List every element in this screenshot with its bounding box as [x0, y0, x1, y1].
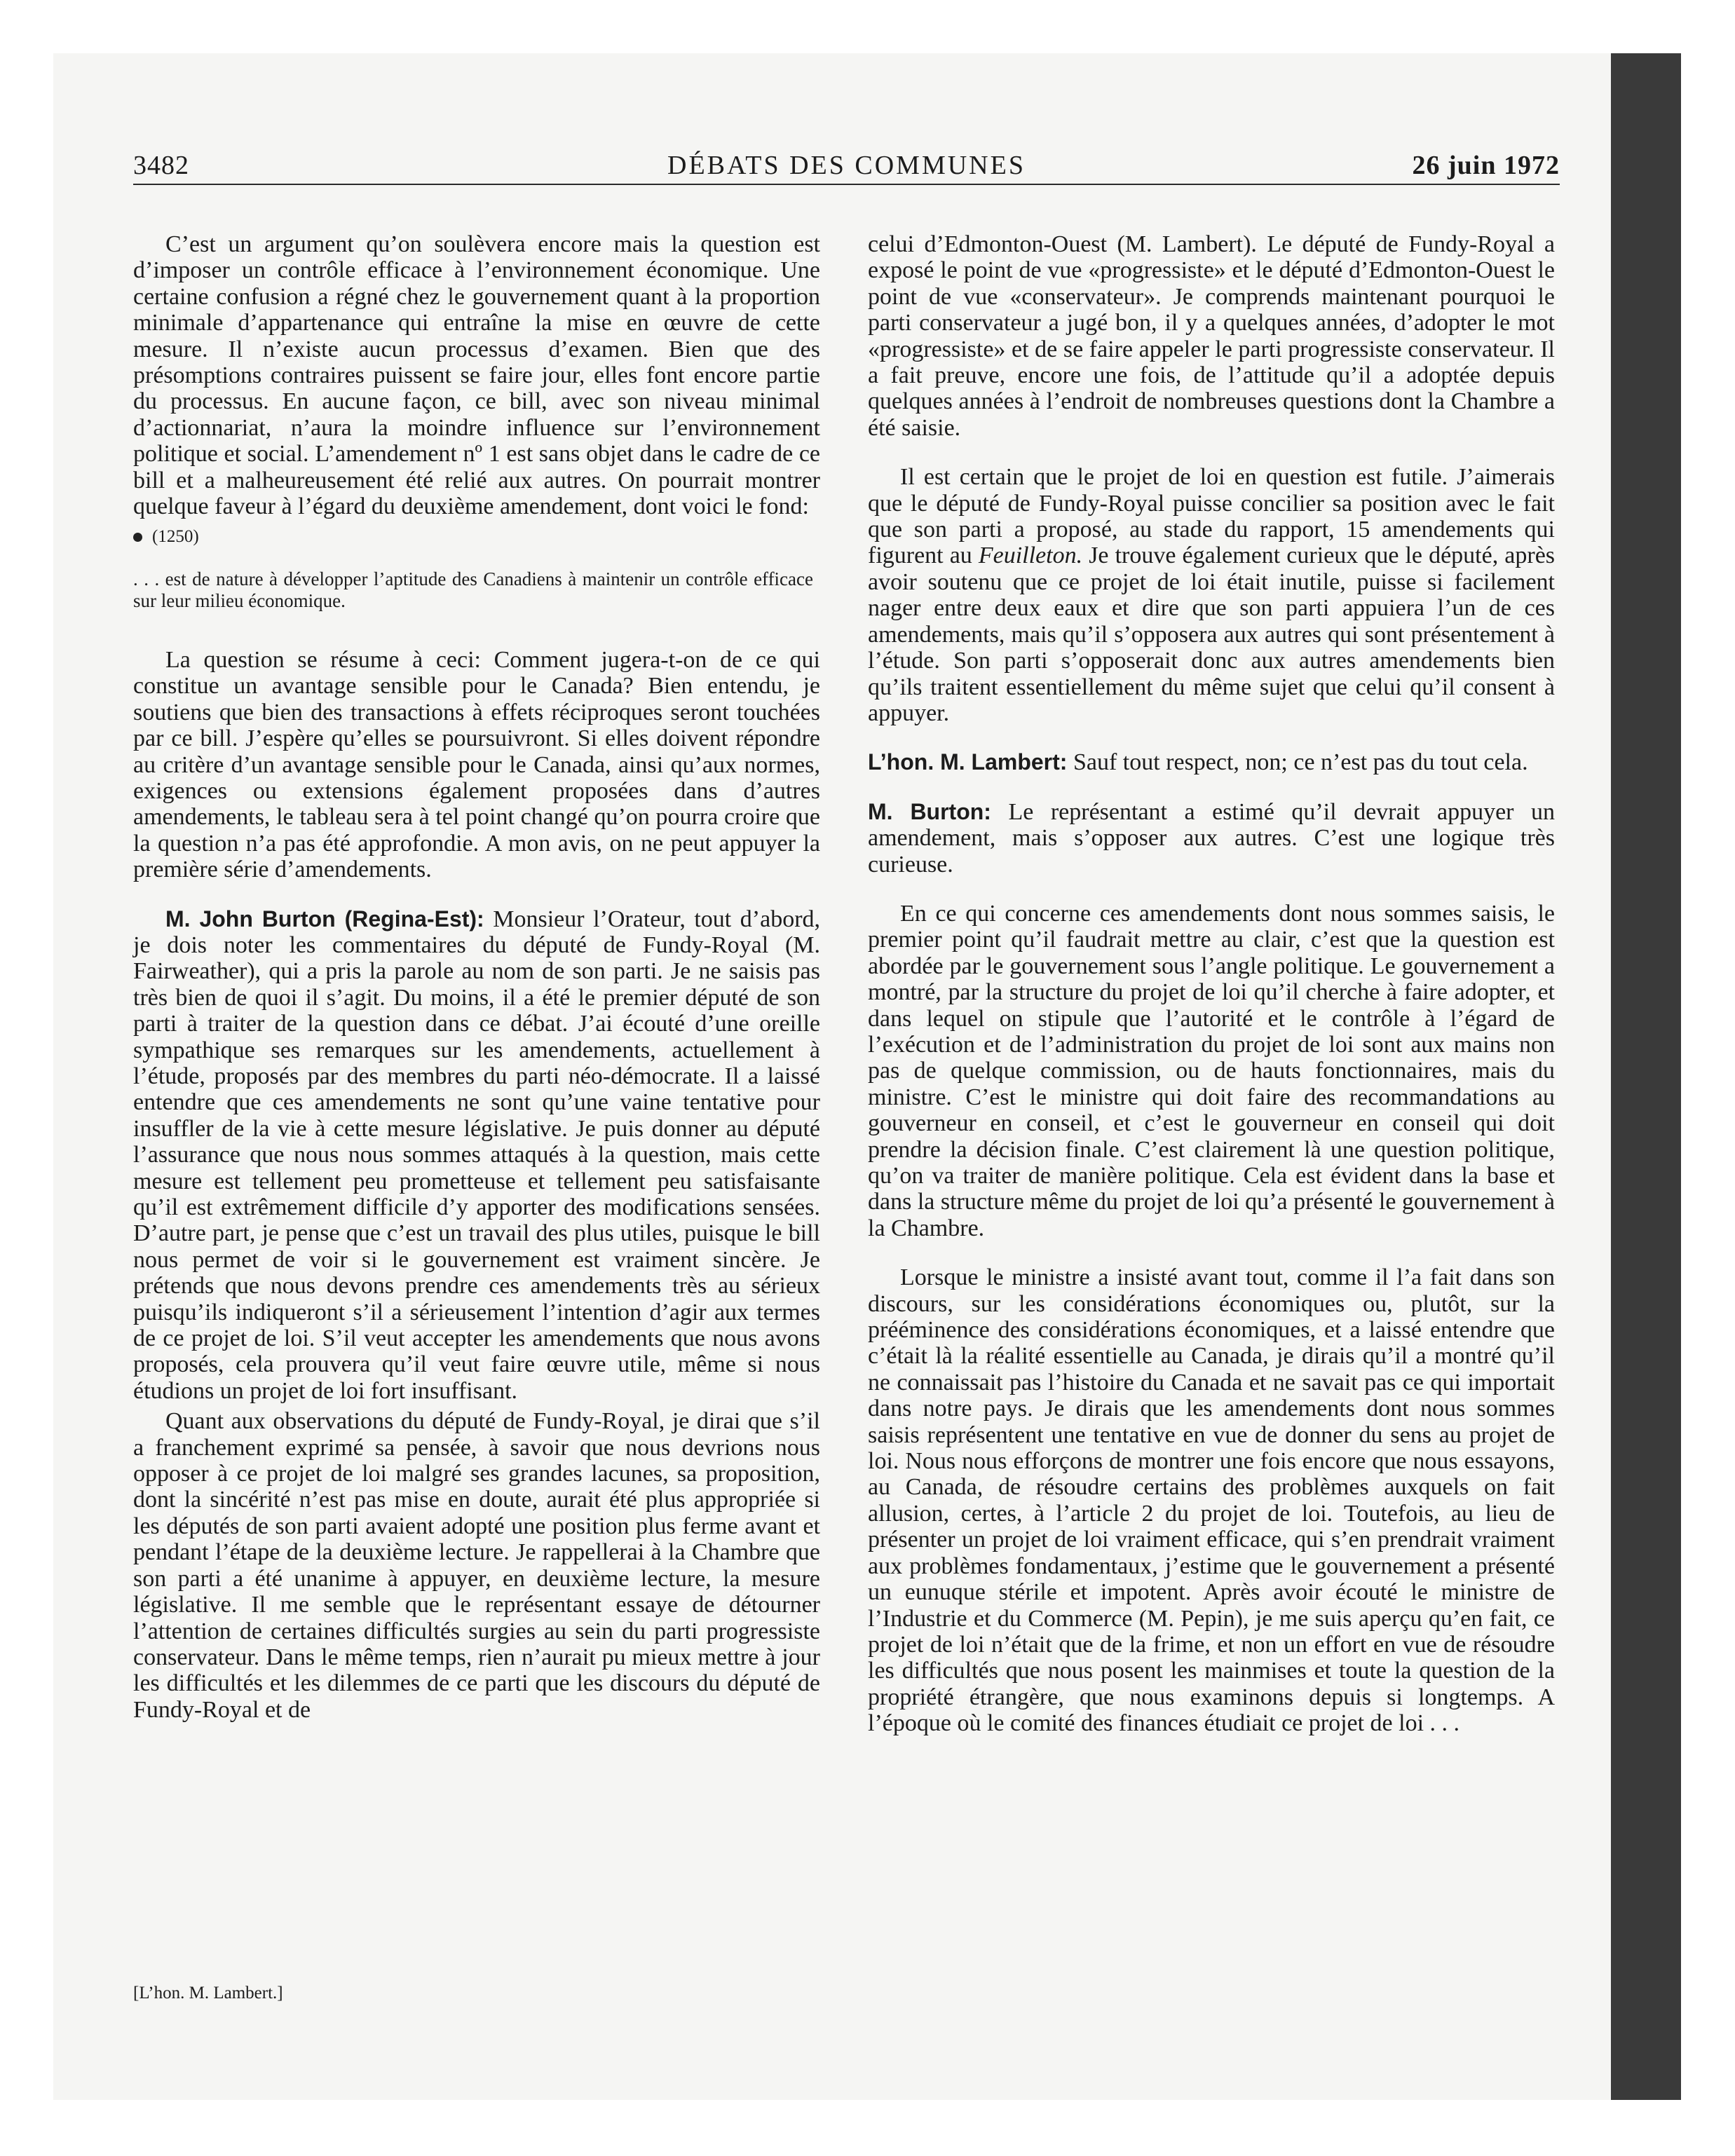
paragraph: Quant aux observations du député de Fundy-Royal, je dirai que s’il a franchement exprimé sa pensée, à savoir que nous devrions nous opposer à ce projet de loi malgré ses grandes lacunes, sa proposition, dont la sincérité n’est pas mise en doute, aurait été plus appropriée si les députés de son parti avaient adopté une position plus ferme avant et pendant l’étape de la deuxième lecture. Je rappellerai à la Chambre que son parti a été unanime à appuyer, en deuxième lecture, la mesure législative. Il me semble que le représentant essaye de détourner l’attention de certaines difficultés surgies au sein du parti progressiste conservateur. Dans le même temps, rien n’aurait pu mieux mettre à jour les difficultés et les dilemmes de ce parti que les discours du député de Fundy-Royal et de [133, 1408, 820, 1723]
scan-edge-shadow [1611, 53, 1681, 2100]
paragraph [868, 464, 1555, 726]
speech-text: Sauf tout respect, non; ce n’est pas du tout cela. [1073, 749, 1528, 776]
bullet-icon [133, 533, 142, 542]
paragraph: Lorsque le ministre a insisté avant tout, comme il l’a fait dans son discours, sur les considérations économiques ou, plutôt, sur la prééminence des considérations économiques, et a laissé entendre que c’était là la réalité essentielle au Canada, je dirais qu’il a montré qu’il ne connaissait pas l’histoire du Canada et ne savait pas ce qui importait dans notre pays. Je dirais que les amendements dont nous sommes saisis représentent une tentative en vue de donner du sens au projet de loi. Nous nous efforçons de montrer une fois encore que nous essayons, au Canada, de résoudre certains des problèmes auxquels on fait allusion, certes, à l’article 2 du projet de loi. Toutefois, au lieu de présenter un projet de loi vraiment efficace, qui s’en prendrait vraiment aux problèmes fondamentaux, j’estime que le gouvernement a présenté un eunuque stérile et impotent. Après avoir écouté le ministre de l’Industrie et du Commerce (M. Pepin), je me suis aperçu qu’en fait, ce projet de loi n’était que de la frime, et non un effort en vue de résoudre les difficultés que nous posent les mainmises et toute la question de la propriété étrangère, que nous examinons depuis si longtemps. A l’époque où le comité des finances étudiait ce projet de loi . . . [868, 1264, 1555, 1737]
paragraph: En ce qui concerne ces amendements dont nous sommes saisis, le premier point qu’il faudrait mettre au clair, c’est que la question est abordée par le gouvernement sous l’angle politique. Le gouvernement a montré, par la structure du projet de loi qu’il cherche à faire adopter, et dans lequel on stipule que l’autorité et le contrôle à l’égard de l’exécution et de l’administration du projet de loi sont aux mains non pas de quelque commission, ou de hauts fonctionnaires, mais du ministre. C’est le ministre qui doit faire des recommandations au gouverneur en conseil, et c’est le gouverneur en conseil qui doit prendre la décision finale. C’est clairement là une question politique, qu’on va traiter de manière politique. Cela est évident dans la base et dans la structure même du projet de loi qu’a présenté le gouvernement à la Chambre. [868, 900, 1555, 1241]
publication-date: 26 juin 1972 [1412, 151, 1560, 180]
timestamp [133, 524, 820, 550]
right-column [868, 231, 1555, 1737]
paragraph-text: Il est certain que le projet de loi en question est futile. J’aimerais que le député de Fundy-Royal puisse concilier sa position avec le fait que son parti a proposé, au stade du rapport, 15 amendements qui figurent au [868, 464, 1555, 569]
left-column [133, 231, 820, 1723]
page-header [133, 140, 1560, 185]
footer-note: [L’hon. M. Lambert.] [133, 1984, 283, 2003]
timestamp-text: (1250) [152, 527, 199, 547]
speech-paragraph [868, 749, 1555, 775]
publication-title: DÉBATS DES COMMUNES [667, 151, 1026, 180]
speaker-name: L’hon. M. Lambert: [868, 749, 1068, 775]
block-quote: . . . est de nature à développer l’aptitude des Canadiens à maintenir un contrôle efficace sur leur milieu économique. [133, 568, 813, 611]
speech-paragraph [868, 799, 1555, 878]
speech-paragraph [133, 906, 820, 1405]
feuilleton-reference: Feuilleton. [978, 543, 1083, 569]
speaker-name: M. John Burton (Regina-Est): [165, 906, 484, 932]
speaker-name: M. Burton: [868, 798, 991, 824]
paragraph: celui d’Edmonton-Ouest (M. Lambert). Le député de Fundy-Royal a exposé le point de vue «progressiste» et le député d’Edmonton-Ouest le point de vue «conservateur». Je comprends maintenant pourquoi le parti conservateur a jugé bon, il y a quelques années, d’adopter le mot «progressiste» et de se faire appeler le parti progressiste conservateur. Il a fait preuve, encore une fois, de l’attitude qu’il a adoptée depuis quelques années à l’endroit de nombreuses questions dont la Chambre a été saisie. [868, 231, 1555, 441]
page-number: 3482 [133, 151, 189, 180]
speech-text: Le représentant a estimé qu’il devrait appuyer un amendement, mais s’opposer aux autres. C’est une logique très curieuse. [868, 798, 1556, 878]
paragraph: La question se résume à ceci: Comment jugera-t-on de ce qui constitue un avantage sensible pour le Canada? Bien entendu, je soutiens que bien des transactions à effets réciproques seront touchées par ce bill. J’espère qu’elles se poursuivront. Si elles doivent répondre au critère d’un avantage sensible pour le Canada, ainsi qu’aux normes, exigences ou extensions également proposées dans d’autres amendements, le tableau sera à tel point changé qu’on pourra croire que la question n’a pas été approfondie. A mon avis, on ne peut appuyer la première série d’amendements. [133, 646, 820, 883]
paragraph: C’est un argument qu’on soulèvera encore mais la question est d’imposer un contrôle efficace à l’environnement économique. Une certaine confusion a régné chez le gouvernement quant à la proportion minimale d’appartenance qui entraîne la mise en œuvre de cette mesure. Il n’existe aucun processus d’examen. Bien que des présomptions contraires puissent se faire jour, elles font encore partie du processus. En aucune façon, ce bill, avec son niveau minimal d’actionnariat, n’aura la moindre influence sur l’environnement politique et social. L’amendement nº 1 est sans objet dans le cadre de ce bill et a malheureusement été relié aux autres. On pourrait montrer quelque faveur à l’égard du deuxième amendement, dont voici le fond: [133, 231, 820, 520]
paragraph-text: Je trouve également curieux que le député, après avoir soutenu que ce projet de loi était inutile, puisse si facilement nager entre deux eaux et dire que son parti appuiera l’un de ces amendements, mais qu’il s’opposera aux autres qui sont présentement à l’étude. Son parti s’opposerait donc aux autres amendements bien qu’ils traitent essentiellement du même sujet que celui qu’il consent à appuyer. [868, 543, 1556, 726]
speech-text: Monsieur l’Orateur, tout d’abord, je dois noter les commentaires du député de Fundy-Royal (M. Fairweather), qui a pris la parole au nom de son parti. Je ne saisis pas très bien de quoi il s’agit. Du moins, il a été le premier député de son parti à traiter de la question dans ce débat. J’ai écouté d’une oreille sympathique ses remarques sur les amendements, actuellement à l’étude, proposés par des membres du parti néo-démocrate. Il a laissé entendre que ces amendements ne sont qu’une vaine tentative pour insuffler de la vie à cette mesure législative. Je puis donner au député l’assurance que nous nous sommes attaqués à la question, mais cette mesure est tellement peu prometteuse et tellement peu satisfaisante qu’il est extrêmement difficile d’y apporter des modifications sensées. D’autre part, je pense que c’est un travail des plus utiles, puisque le bill nous permet de voir si le gouvernement est vraiment sincère. Je prétends que nous devons prendre ces amendements très au sérieux puisqu’ils indiqueront s’il a sérieusement l’intention d’agir aux termes de ce projet de loi. S’il veut accepter les amendements que nous avons proposés, cela prouvera qu’il veut faire œuvre utile, même si nous étudions un projet de loi fort insuffisant. [133, 906, 821, 1404]
